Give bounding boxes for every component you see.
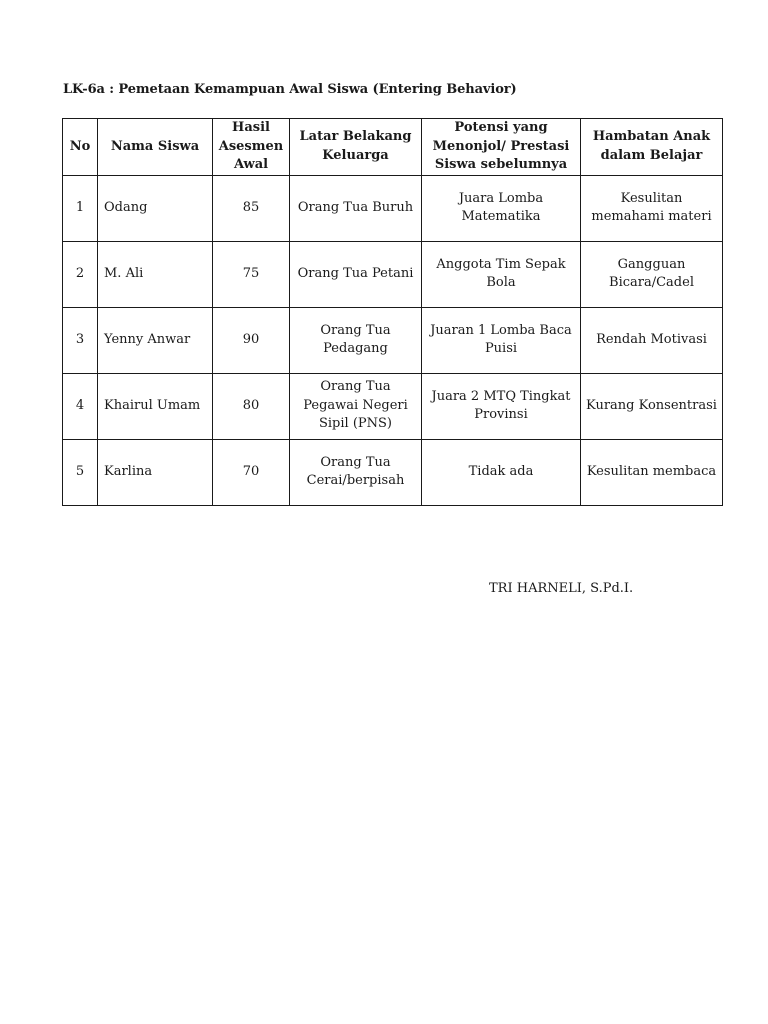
table-header-row bbox=[63, 119, 723, 176]
cell-background: Orang Tua Cerai/berpisah bbox=[290, 439, 422, 505]
cell-name: Odang bbox=[98, 175, 213, 241]
header-score: Hasil Asesmen Awal bbox=[213, 119, 290, 176]
cell-obstacle: Rendah Motivasi bbox=[581, 307, 723, 373]
header-name: Nama Siswa bbox=[98, 119, 213, 176]
cell-background: Orang Tua Pegawai Negeri Sipil (PNS) bbox=[290, 373, 422, 439]
cell-background: Orang Tua Pedagang bbox=[290, 307, 422, 373]
table-row bbox=[63, 175, 723, 241]
document-title: LK-6a : Pemetaan Kemampuan Awal Siswa (Entering Behavior) bbox=[63, 82, 517, 97]
cell-name: Karlina bbox=[98, 439, 213, 505]
cell-score: 85 bbox=[213, 175, 290, 241]
cell-name: M. Ali bbox=[98, 241, 213, 307]
header-potential: Potensi yang Menonjol/ Prestasi Siswa sebelumnya bbox=[422, 119, 581, 176]
header-no: No bbox=[63, 119, 98, 176]
signature-name: TRI HARNELI, S.Pd.I. bbox=[489, 581, 634, 596]
cell-obstacle: Gangguan Bicara/Cadel bbox=[581, 241, 723, 307]
cell-score: 80 bbox=[213, 373, 290, 439]
cell-score: 90 bbox=[213, 307, 290, 373]
cell-no: 3 bbox=[63, 307, 98, 373]
header-obstacle: Hambatan Anak dalam Belajar bbox=[581, 119, 723, 176]
cell-score: 75 bbox=[213, 241, 290, 307]
cell-name: Yenny Anwar bbox=[98, 307, 213, 373]
cell-background: Orang Tua Buruh bbox=[290, 175, 422, 241]
table-row bbox=[63, 241, 723, 307]
assessment-table bbox=[62, 118, 723, 506]
cell-obstacle: Kesulitan membaca bbox=[581, 439, 723, 505]
cell-potential: Juara Lomba Matematika bbox=[422, 175, 581, 241]
cell-name: Khairul Umam bbox=[98, 373, 213, 439]
table-row bbox=[63, 439, 723, 505]
cell-potential: Anggota Tim Sepak Bola bbox=[422, 241, 581, 307]
table-row bbox=[63, 307, 723, 373]
cell-potential: Juaran 1 Lomba Baca Puisi bbox=[422, 307, 581, 373]
cell-no: 1 bbox=[63, 175, 98, 241]
header-background: Latar Belakang Keluarga bbox=[290, 119, 422, 176]
cell-score: 70 bbox=[213, 439, 290, 505]
cell-background: Orang Tua Petani bbox=[290, 241, 422, 307]
cell-no: 2 bbox=[63, 241, 98, 307]
table-row bbox=[63, 373, 723, 439]
cell-no: 4 bbox=[63, 373, 98, 439]
cell-obstacle: Kurang Konsentrasi bbox=[581, 373, 723, 439]
cell-potential: Tidak ada bbox=[422, 439, 581, 505]
cell-no: 5 bbox=[63, 439, 98, 505]
cell-obstacle: Kesulitan memahami materi bbox=[581, 175, 723, 241]
cell-potential: Juara 2 MTQ Tingkat Provinsi bbox=[422, 373, 581, 439]
